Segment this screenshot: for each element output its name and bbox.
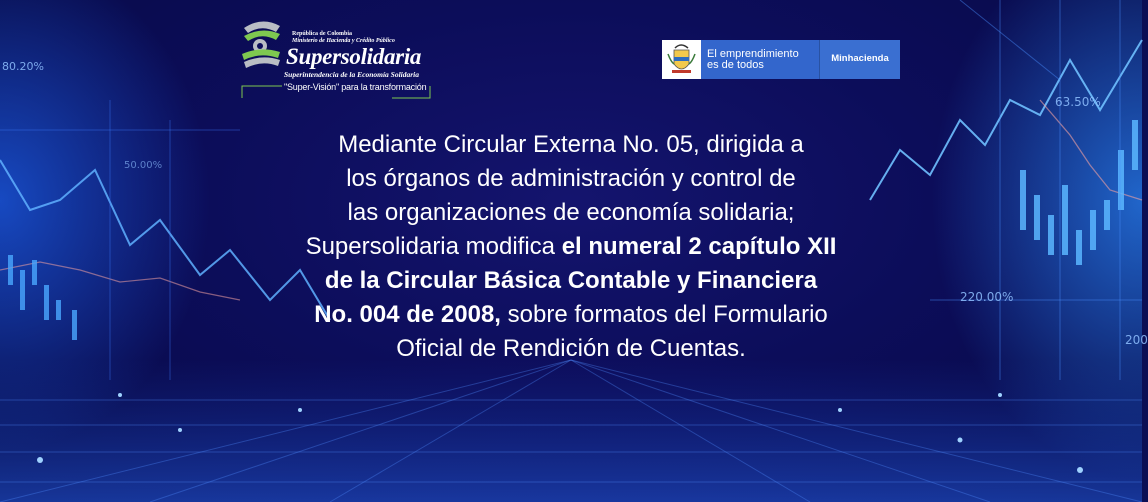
logo-subtitle: Superintendencia de la Economía Solidaria (284, 70, 420, 79)
ministry-label: Minhacienda (831, 53, 889, 64)
government-badge (662, 40, 900, 79)
chart-label-3: 63.50% (1055, 95, 1101, 109)
message-line-2: los órganos de administración y control de (346, 165, 796, 192)
chart-label-2: 50.00% (124, 160, 163, 171)
message-line-1: Mediante Circular Externa No. 05, dirigida a (338, 131, 804, 158)
chart-label-1: 80.20% (2, 60, 44, 73)
supersolidaria-logo (240, 18, 440, 102)
message-line-6-normal: sobre formatos del Formulario (500, 301, 828, 328)
gov-slogan-line-1: El emprendimiento (707, 48, 799, 60)
gov-slogan-line-2: es de todos (707, 59, 764, 71)
coat-of-arms-panel (662, 40, 701, 79)
chart-label-5: 200 (1125, 333, 1148, 347)
message-line-5 (226, 264, 916, 298)
message-line-4-normal: Supersolidaria modifica (305, 233, 562, 260)
logo-slogan: "Super-Visión" para la transformación (284, 82, 427, 92)
gov-slogan (707, 49, 817, 71)
logo-ministry: Ministerio de Hacienda y Crédito Público (292, 38, 395, 44)
coat-of-arms-icon (666, 42, 697, 77)
message-line-6-bold: No. 004 de 2008, (314, 301, 501, 328)
message-line-3: las organizaciones de economía solidaria; (347, 199, 795, 226)
message-line-6 (226, 298, 916, 332)
logo-country: República de Colombia (292, 31, 353, 37)
message-line-4 (226, 230, 916, 264)
supersolidaria-logo-icon (240, 18, 284, 74)
logo-name: Supersolidaria (286, 44, 422, 69)
message-line-5-bold: de la Circular Básica Contable y Financiera (324, 267, 818, 294)
message-line-7: Oficial de Rendición de Cuentas. (396, 335, 746, 362)
announcement-text (226, 128, 916, 366)
message-line-4-bold: el numeral 2 capítulo XII (561, 233, 837, 260)
chart-label-4: 220.00% (960, 290, 1014, 304)
